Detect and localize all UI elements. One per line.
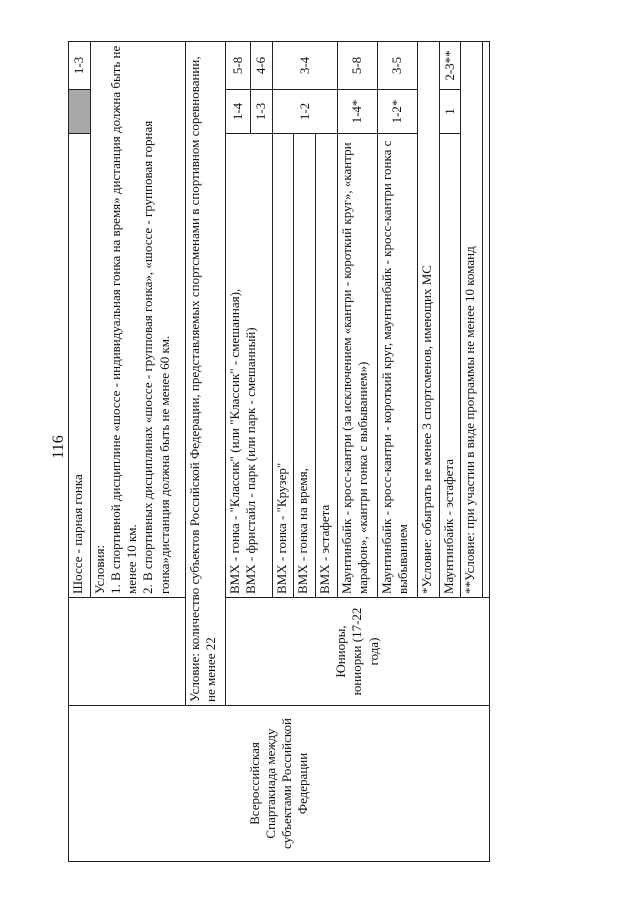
table-row	[69, 42, 91, 862]
range-cell: 3-4	[272, 42, 337, 90]
range-cell: 4-6	[250, 42, 272, 90]
event-name: Всероссийская Спартакиада между субъектами Российской Федерации	[246, 718, 311, 849]
discipline-cell: Шоссе - парная гонка	[69, 134, 91, 598]
discipline-cell: Маунтинбайк - кросс-кантри - короткий круг, маунтинбайк - кросс-кантри гонка с выбыванием	[377, 134, 417, 598]
team-condition-cell: **Условие: при участии в виде программы не менее 10 команд	[461, 42, 483, 598]
discipline-cell: ВМХ - гонка на время,	[294, 134, 316, 598]
event-name-cell	[69, 706, 490, 862]
range-cell: 1-3	[69, 42, 91, 90]
count-cell: 1-2	[272, 90, 337, 134]
spacer-cell	[483, 42, 490, 598]
mtb-condition-cell: *Условие: обыграть не менее 3 спортсменов, имеющих МС	[417, 42, 439, 598]
discipline-cell: Маунтинбайк - кросс-кантри (за исключением «кантри - короткий круг», «кантри марафон», «кантри гонка с выбыванием»)	[337, 134, 377, 598]
rotated-page	[68, 42, 490, 862]
discipline-cell: ВМХ - гонка - "Классик" (или "Классик" - смешанная), ВМХ - фристайл - парк (или парк - смешанный)	[225, 134, 272, 598]
shaded-cell	[69, 90, 91, 134]
age-group: Юниоры, юниорки (17-22 года)	[333, 607, 381, 696]
range-cell: 2-3**	[439, 42, 461, 90]
page-number: 116	[50, 435, 67, 459]
count-cell: 1-4	[225, 90, 250, 134]
discipline-cell: Маунтинбайк - эстафета	[439, 134, 461, 598]
range-cell: 5-8	[225, 42, 250, 90]
age-group-cell	[225, 598, 489, 706]
count-cell: 1	[439, 90, 461, 134]
standards-table	[68, 41, 490, 862]
range-cell: 5-8	[337, 42, 377, 90]
discipline-cell: ВМХ - эстафета	[315, 134, 337, 598]
subjects-condition-cell: Условие: количество субъектов Российской Федерации, представляемых спортсменами в спортивном соревновании, не менее 22	[185, 42, 225, 706]
count-cell: 1-2*	[377, 90, 417, 134]
count-cell: 1-4*	[337, 90, 377, 134]
age-group-empty-cell	[69, 598, 186, 706]
discipline-cell: ВМХ - гонка - "Крузер"	[272, 134, 294, 598]
conditions-cell: Условия: 1. В спортивной дисциплине «шоссе - индивидуальная гонка на время» дистанция должна быть не менее 10 км. 2. В спортивных дисциплинах «шоссе - групповая гонка», «шоссе - групповая горная гонка»дистанция должна быть не менее 60 км.	[90, 42, 185, 598]
range-cell: 3-5	[377, 42, 417, 90]
count-cell: 1-3	[250, 90, 272, 134]
